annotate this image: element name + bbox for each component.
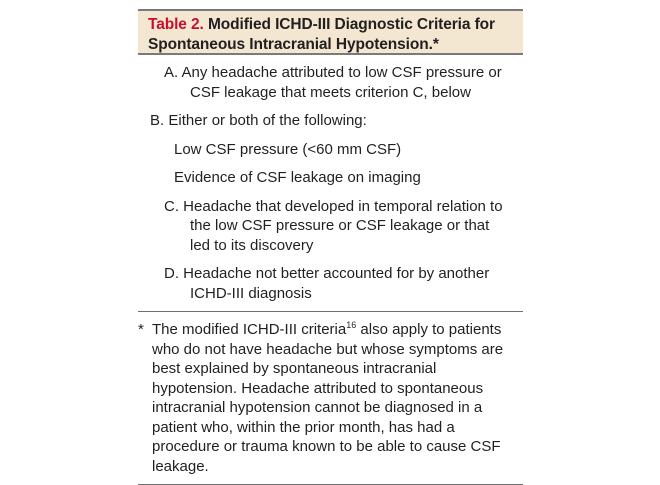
sub-item-low-pressure: Low CSF pressure (<60 mm CSF) xyxy=(174,140,402,158)
criterion-d xyxy=(150,264,513,303)
criterion-text: Headache that developed in temporal relation to the low CSF pressure or CSF leakage or that led to its discovery xyxy=(183,197,503,254)
sub-item-leakage-imaging: Evidence of CSF leakage on imaging xyxy=(174,169,421,186)
criterion-text: Headache not better accounted for by another ICHD-III diagnosis xyxy=(183,265,490,302)
footnote-text-rest: also apply to patients who do not have headache but whose symptoms are best explained by spontaneous intracranial hypotension. Headache attributed to spontaneous intracranial hypotension cannot be diagnosed in a patient who, within the prior month, has had a procedure or trauma known to be able to cause CSF leakage. xyxy=(152,321,504,475)
table-title xyxy=(138,9,523,55)
criterion-b xyxy=(150,111,513,131)
table-2 xyxy=(138,9,523,485)
criterion-letter: D. xyxy=(164,265,179,282)
footnote-reference: 16 xyxy=(346,320,357,330)
criterion-letter: C. xyxy=(164,197,179,215)
criterion-text: Either or both of the following: xyxy=(168,112,367,129)
criteria-list xyxy=(138,55,523,312)
table-footnote xyxy=(138,312,523,485)
footnote-text xyxy=(152,320,513,476)
footnote-mark: * xyxy=(138,321,144,338)
title-footnote-mark: * xyxy=(432,36,439,53)
table-label: Table 2. xyxy=(148,16,204,33)
criterion-text: Any headache attributed to low CSF pressure or CSF leakage that meets criterion C, below xyxy=(181,64,502,101)
criterion-letter: B. xyxy=(150,112,165,129)
table-title-text: Modified ICHD-III Diagnostic Criteria for Spontaneous Intracranial Hypotension. xyxy=(148,16,495,53)
criterion-a xyxy=(150,63,513,102)
footnote-text-start: The modified ICHD-III criteria xyxy=(152,321,347,338)
criterion-c xyxy=(150,197,513,256)
criterion-letter: A. xyxy=(164,64,179,81)
